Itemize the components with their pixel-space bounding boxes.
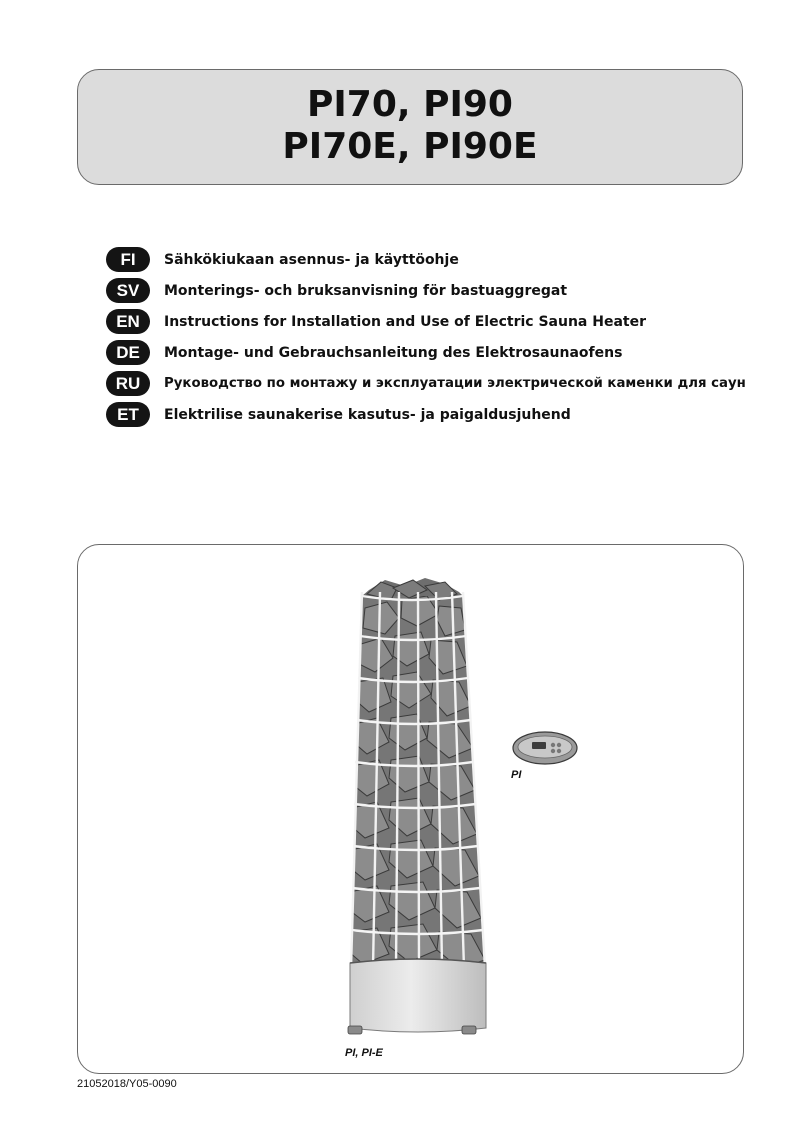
language-title-sv: Monterings- och bruksanvisning för bastuaggregat <box>164 282 568 299</box>
language-badge-et: ET <box>106 402 150 427</box>
language-title-fi: Sähkökiukaan asennus- ja käyttöohje <box>164 251 459 268</box>
heater-caption: PI, PI-E <box>345 1047 383 1059</box>
sauna-heater-illustration <box>347 578 497 1043</box>
title-box <box>77 69 743 185</box>
language-row-et <box>106 399 766 430</box>
control-panel-caption: PI <box>511 769 522 781</box>
heater-foot-left <box>348 1026 362 1034</box>
title-line-1: PI70, PI90 <box>307 84 513 125</box>
product-image-frame <box>77 544 744 1074</box>
title-line-2: PI70E, PI90E <box>282 126 538 167</box>
language-row-de <box>106 337 766 368</box>
language-title-ru: Руководство по монтажу и эксплуатации электрической каменки для саун <box>164 376 746 391</box>
control-panel-illustration <box>512 731 578 765</box>
language-title-de: Montage- und Gebrauchsanleitung des Elektrosaunaofens <box>164 344 623 361</box>
language-badge-ru: RU <box>106 371 150 396</box>
language-title-en: Instructions for Installation and Use of Electric Sauna Heater <box>164 313 647 330</box>
language-title-et: Elektrilise saunakerise kasutus- ja paigaldusjuhend <box>164 406 571 423</box>
language-badge-de: DE <box>106 340 150 365</box>
language-list <box>106 244 766 430</box>
language-row-en <box>106 306 766 337</box>
heater-base <box>350 959 486 1032</box>
document-code: 21052018/Y05-0090 <box>77 1078 177 1090</box>
language-row-ru <box>106 368 766 399</box>
language-row-sv <box>106 275 766 306</box>
language-row-fi <box>106 244 766 275</box>
language-badge-sv: SV <box>106 278 150 303</box>
heater-foot-right <box>462 1026 476 1034</box>
language-badge-en: EN <box>106 309 150 334</box>
language-badge-fi: FI <box>106 247 150 272</box>
